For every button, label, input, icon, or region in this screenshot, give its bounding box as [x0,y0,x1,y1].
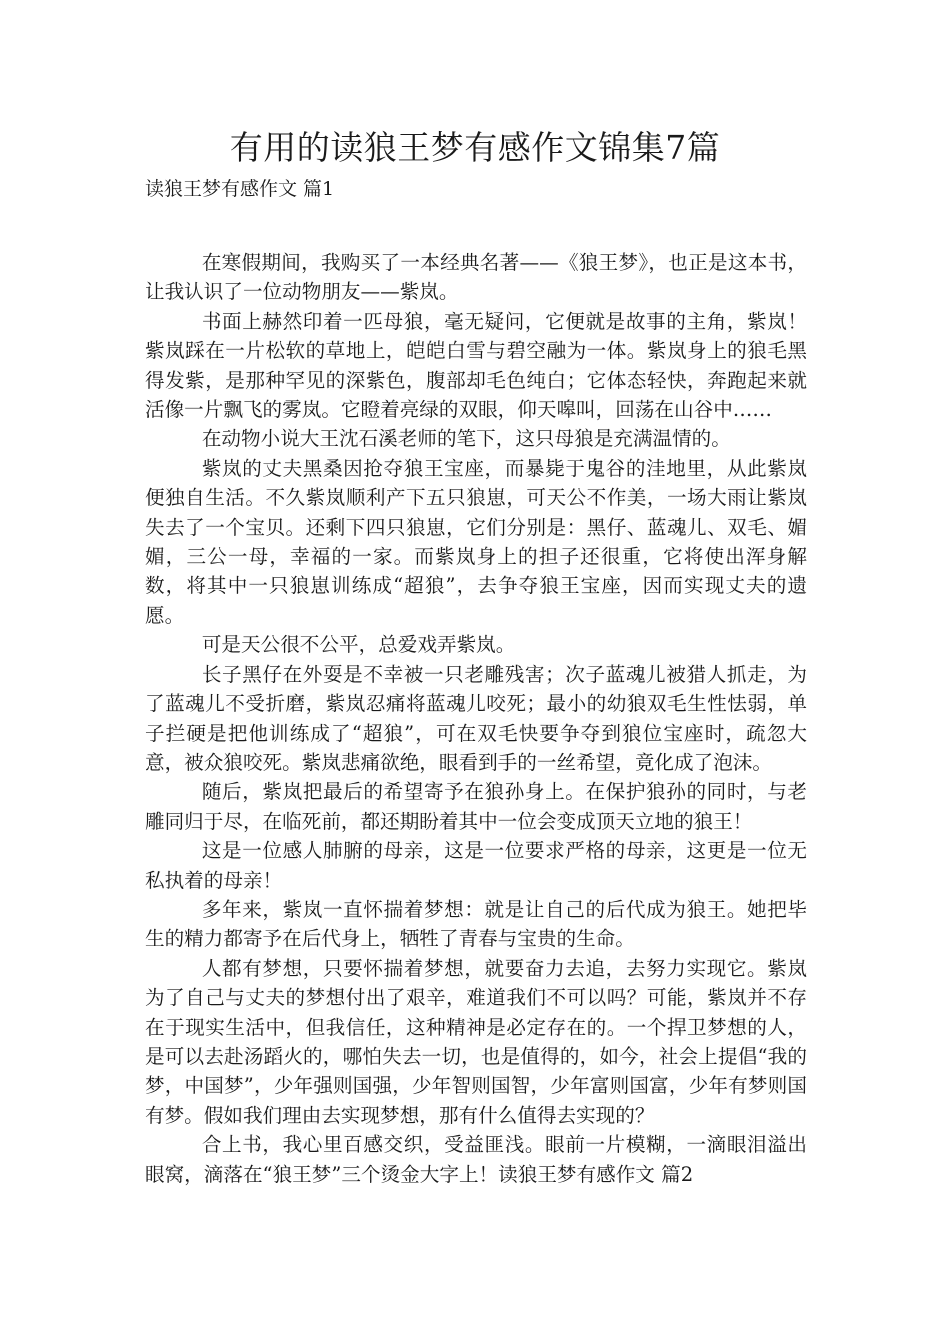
paragraph: 在寒假期间，我购买了一本经典名著——《狼王梦》，也正是这本书，让我认识了一位动物朋友——紫岚。 [145,251,807,304]
paragraph: 长子黑仔在外耍是不幸被一只老雕残害；次子蓝魂儿被猎人抓走，为了蓝魂儿不受折磨，紫岚忍痛将蓝魂儿咬死；最小的幼狼双毛生性怯弱，单子拦硬是把他训练成了“超狼”，可在双毛快要争夺到狼位宝座时，疏忽大意，被众狼咬死。紫岚悲痛欲绝，眼看到手的一丝希望，竟化成了泡沫。 [145,662,807,774]
paragraph: 人都有梦想，只要怀揣着梦想，就要奋力去追，去努力实现它。紫岚为了自己与丈夫的梦想付出了艰辛，难道我们不可以吗？可能，紫岚并不存在于现实生活中，但我信任，这种精神是必定存在的。一个捍卫梦想的人，是可以去赴汤蹈火的，哪怕失去一切，也是值得的，如今，社会上提倡“我的梦，中国梦”，少年强则国强，少年智则国智，少年富则国富，少年有梦则国有梦。假如我们理由去实现梦想，那有什么值得去实现的？ [145,956,807,1127]
paragraph: 随后，紫岚把最后的希望寄予在狼孙身上。在保护狼孙的同时，与老雕同归于尽，在临死前，都还期盼着其中一位会变成顶天立地的狼王！ [145,780,807,833]
document-title: 有用的读狼王梦有感作文锦集7篇 [229,128,721,167]
paragraph: 在动物小说大王沈石溪老师的笔下，这只母狼是充满温情的。 [201,427,731,451]
paragraph-text: 合上书，我心里百感交织，受益匪浅。眼前一片模糊，一滴眼泪溢出眼窝，滴落在“狼王梦”三个烫金大字上！ [145,1133,807,1186]
section-heading: 读狼王梦有感作文 篇1 [145,178,335,200]
article-body [145,248,807,1189]
paragraph: 可是天公很不公平，总爱戏弄紫岚。 [201,633,516,657]
paragraph: 紫岚的丈夫黑桑因抢夺狼王宝座，而暴毙于鬼谷的洼地里，从此紫岚便独自生活。不久紫岚顺利产下五只狼崽，可天公不作美，一场大雨让紫岚失去了一个宝贝。还剩下四只狼崽，它们分别是：黑仔、蓝魂儿、双毛、媚媚，三公一母，幸福的一家。而紫岚身上的担子还很重，它将使出浑身解数，将其中一只狼崽训练成“超狼”，去争夺狼王宝座，因而实现丈夫的遗愿。 [145,456,807,627]
paragraph-last [145,1130,807,1189]
paragraph: 这是一位感人肺腑的母亲，这是一位要求严格的母亲，这更是一位无私执着的母亲！ [145,839,807,892]
paragraph: 多年来，紫岚一直怀揣着梦想：就是让自己的后代成为狼王。她把毕生的精力都寄予在后代身上，牺牲了青春与宝贵的生命。 [145,897,807,951]
paragraph: 书面上赫然印着一匹母狼，毫无疑问，它便就是故事的主角，紫岚！紫岚踩在一片松软的草地上，皑皑白雪与碧空融为一体。紫岚身上的狼毛黑得发紫，是那种罕见的深紫色，腹部却毛色纯白；它体态轻快，奔跑起来就活像一片飘飞的雾岚。它瞪着亮绿的双眼，仰天嗥叫，回荡在山谷中…… [145,309,807,422]
section-heading-inline: 读狼王梦有感作文 篇2 [498,1162,694,1186]
